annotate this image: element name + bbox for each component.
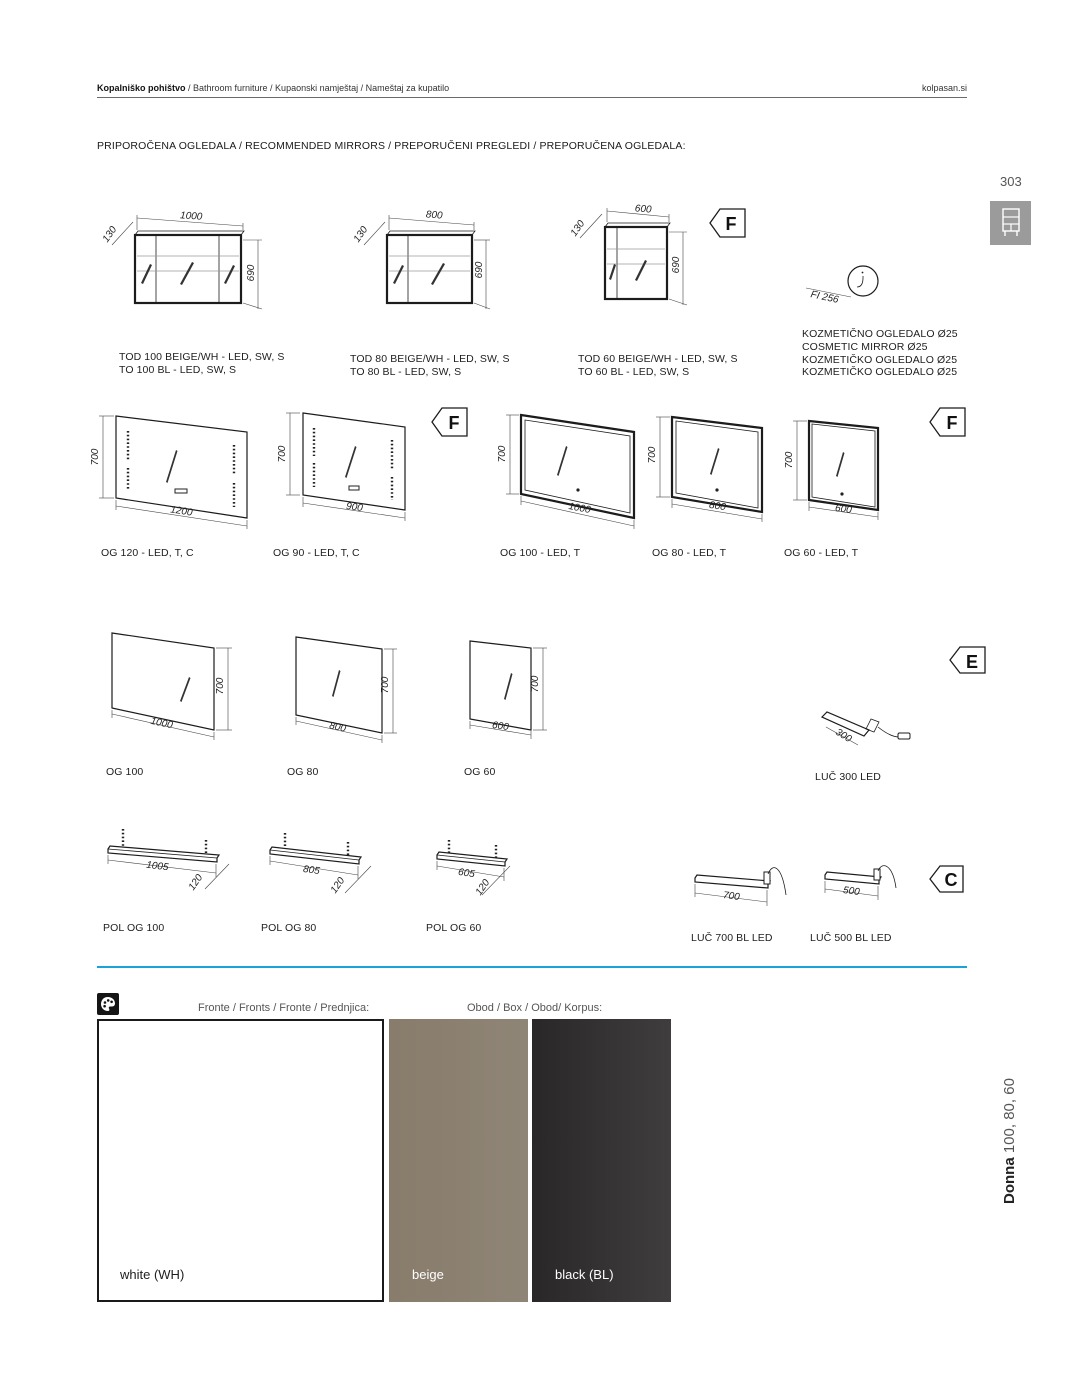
energy-class-badge [930,408,965,436]
shelf-edge [437,855,505,862]
energy-class-badge [432,408,467,436]
og80-led-label: OG 80 - LED, T [652,547,727,559]
section-title: PRIPOROČENA OGLEDALA / RECOMMENDED MIRRORS / PREPORUČENI PREGLEDI / PREPORUČENA OGLEDALA: [97,140,686,152]
reflection-mark [224,265,235,284]
tod100-depth-dim: 130 [100,224,120,245]
pol-og60-depth-dim: 120 [473,877,493,898]
touch-sensor [175,489,187,493]
pol-og100-label: POL OG 100 [103,922,165,934]
tod100-height-dim: 690 [246,264,257,282]
luc500-drawing [825,866,896,900]
og90-height-dim: 700 [277,445,288,463]
pol-og100-depth-dim: 120 [186,872,206,893]
swatch-label: beige [412,1267,444,1282]
label-line: TOD 60 BEIGE/WH - LED, SW, S [578,353,738,365]
mirror-frame [112,633,214,730]
cosmetic-diameter-dim: FI 256 [809,289,840,306]
og60-label: OG 60 [464,766,496,778]
label-line: KOZMETIČNO OGLEDALO Ø25 [802,328,958,340]
mirror-hook [857,276,863,287]
label-line: TOD 80 BEIGE/WH - LED, SW, S [350,353,510,365]
dimension-lines [270,856,371,896]
luc700-length-dim: 700 [722,890,741,903]
luc300-drawing [822,712,910,745]
tod80-depth-dim: 130 [351,224,371,245]
tod100-drawing [101,210,262,309]
touch-sensor [576,488,579,491]
cabinet-front [387,235,472,303]
lamp-mount [866,719,879,732]
mirror-frame [809,421,878,510]
svg-text:F: F [725,214,737,234]
og90-width-dim: 900 [345,500,364,515]
og100-height-dim: 700 [215,677,226,695]
pol-og80-depth-dim: 120 [328,875,348,896]
cosmetic-mirror-drawing [806,266,878,306]
swatch-white [97,1019,384,1302]
og80-label: OG 80 [287,766,319,778]
label-line: TO 100 BL - LED, SW, S [119,364,237,376]
svg-text:C: C [944,870,958,890]
luc300-label: LUČ 300 LED [815,771,881,783]
mirror-frame [470,641,531,730]
dimension-lines [108,855,229,889]
tod80-label [350,353,510,379]
mirror-frame [672,417,762,512]
tod100-width-dim: 1000 [179,210,203,223]
label-line: COSMETIC MIRROR Ø25 [802,340,928,353]
pol-og100-width-dim: 1005 [145,859,170,874]
og90-drawing [277,413,405,521]
reflection-mark [332,670,341,697]
lamp-body [695,875,770,888]
luc700-drawing [695,868,786,906]
og60-led-drawing [784,421,878,520]
lamp-mount [874,869,880,880]
tod80-width-dim: 800 [425,209,443,222]
swatch-beige [389,1019,528,1302]
reflection-mark [836,452,845,477]
svg-text:F: F [448,413,460,433]
reflection-mark [345,446,357,478]
og80-drawing [296,637,397,743]
svg-text:F: F [946,413,958,433]
og80-led-width-dim: 800 [708,499,727,514]
lamp-cable [878,727,899,737]
og60-height-dim: 700 [530,675,541,693]
energy-class-badge [710,209,745,237]
tod100-label [119,351,285,377]
og80-led-drawing [647,417,762,522]
box-label: Obod / Box / Obod/ Korpus: [467,1002,603,1014]
og60-led-width-dim: 600 [834,502,853,517]
swatch-label: black (BL) [555,1267,614,1282]
tod80-drawing [352,209,490,309]
page-number: 303 [1000,174,1022,189]
lamp-cable [768,868,786,895]
og100-label: OG 100 [106,766,144,778]
dimension-lines [580,208,687,305]
og120-drawing [90,416,247,529]
label-line: KOZMETIČKO OGLEDALO Ø25 [802,366,958,379]
reflection-mark [635,260,647,281]
collection-sizes: 100, 80, 60 [1001,1078,1018,1154]
og80-width-dim: 800 [328,720,347,735]
lamp-mount [764,872,770,884]
swatch-label: white (WH) [120,1267,185,1282]
pol-og60-width-dim: 605 [457,866,476,881]
tod60-width-dim: 600 [634,203,652,216]
reflection-mark [141,264,152,284]
og100-led-width-dim: 1000 [567,501,592,517]
luc500-length-dim: 500 [842,885,861,898]
reflection-mark [166,450,178,483]
collection-title [1001,1072,1018,1204]
mirror-inner-frame [676,421,758,508]
og120-height-dim: 700 [90,448,101,466]
mirror-dot [862,272,864,274]
mirror-frame [303,413,405,510]
breadcrumb-brand: Kopalniško pohištvo [97,83,186,93]
website-link[interactable]: kolpasan.si [921,83,967,93]
cabinet-front [605,227,667,299]
pol-og80-drawing [270,833,371,896]
reflection-mark [557,446,568,476]
reflection-mark [180,677,191,702]
energy-class-badge [950,647,985,673]
reflection-mark [710,448,720,475]
touch-sensor [715,488,718,491]
touch-sensor [349,486,359,490]
og100-drawing [112,633,232,740]
lamp-body [825,872,881,884]
tod60-drawing [569,203,687,305]
energy-class-badge [930,866,963,892]
palette-icon [97,993,119,1015]
cosmetic-mirror-label [802,328,958,379]
lamp-driver [898,733,910,739]
cabinet-front [135,235,241,303]
tod80-height-dim: 690 [474,261,485,279]
swatch-black [532,1019,671,1302]
og100-width-dim: 1000 [149,715,174,732]
og60-width-dim: 600 [491,719,510,734]
pol-og60-label: POL OG 60 [426,922,482,934]
touch-sensor [840,492,843,495]
og120-label: OG 120 - LED, T, C [101,547,194,559]
luc300-length-dim: 300 [833,726,854,745]
label-line: TO 60 BL - LED, SW, S [578,366,690,378]
og60-led-label: OG 60 - LED, T [784,547,859,559]
reflection-mark [609,264,616,280]
og80-height-dim: 700 [380,676,391,694]
og100-led-height-dim: 700 [497,445,508,463]
shelf-body [108,846,219,862]
label-line: TO 80 BL - LED, SW, S [350,366,462,378]
og60-drawing [470,641,547,739]
reflection-mark [180,262,194,285]
og60-led-height-dim: 700 [784,451,795,469]
og100-led-label: OG 100 - LED, T [500,547,581,559]
tod60-height-dim: 690 [671,256,682,274]
collection-name: Donna [1001,1157,1018,1204]
og80-led-height-dim: 700 [647,446,658,464]
og120-width-dim: 1200 [169,504,194,519]
svg-text:E: E [965,652,979,672]
luc500-label: LUČ 500 BL LED [810,932,892,944]
og90-label: OG 90 - LED, T, C [273,547,360,559]
label-line: TOD 100 BEIGE/WH - LED, SW, S [119,351,285,363]
fronts-label: Fronte / Fronts / Fronte / Prednjica: [198,1002,370,1014]
pol-og60-drawing [437,840,510,898]
section-divider [97,966,967,968]
pol-og80-label: POL OG 80 [261,922,317,934]
og100-led-drawing [497,415,634,529]
pol-og80-width-dim: 805 [302,863,321,878]
pol-og100-drawing [108,829,229,893]
luc700-label: LUČ 700 BL LED [691,932,773,944]
reflection-mark [431,263,445,285]
tod60-label [578,353,738,379]
breadcrumb-path: / Bathroom furniture / Kupaonski namještaj / Nameštaj za kupatilo [185,83,450,93]
mirror-frame [296,637,382,733]
mirror-frame [116,416,247,518]
reflection-mark [393,265,404,284]
tod60-depth-dim: 130 [568,218,588,239]
reflection-mark [504,673,513,700]
label-line: KOZMETIČKO OGLEDALO Ø25 [802,353,958,366]
